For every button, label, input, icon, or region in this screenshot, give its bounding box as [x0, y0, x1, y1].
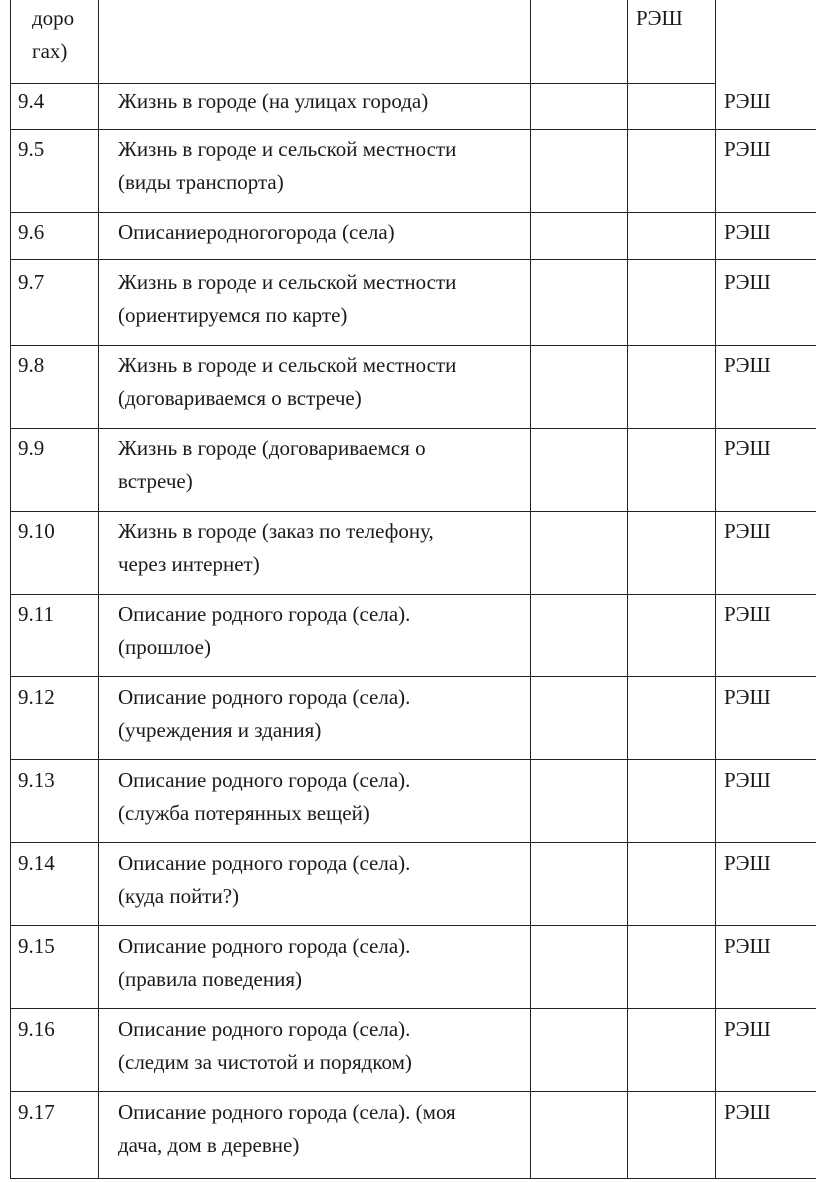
- row-topic-line1: Жизнь в городе (договариваемся о: [118, 436, 426, 460]
- row-number: 9.6: [18, 220, 45, 244]
- row-number: 9.11: [18, 602, 54, 626]
- row-topic-line2: (договариваемся о встрече): [118, 386, 362, 410]
- row-number: 9.17: [18, 1100, 55, 1124]
- row-topic-line1: Описание родного города (села).: [118, 602, 411, 626]
- row-topic-line1: Описание родного города (села).: [118, 851, 411, 875]
- row-border: [10, 842, 816, 843]
- column-border: [627, 0, 628, 1179]
- row-resource: РЭШ: [724, 602, 771, 626]
- row-border: [10, 925, 816, 926]
- row-topic-line2: дача, дом в деревне): [118, 1133, 300, 1157]
- row-border: [10, 428, 816, 429]
- row-topic-line1: Жизнь в городе и сельской местности: [118, 270, 457, 294]
- row-topic-line2: (следим за чистотой и порядком): [118, 1050, 412, 1074]
- row-topic-line2: (куда пойти?): [118, 884, 240, 908]
- row-number: 9.13: [18, 768, 55, 792]
- row-number: 9.9: [18, 436, 45, 460]
- row-resource: РЭШ: [724, 851, 771, 875]
- header-col1-line2: гах): [32, 39, 68, 63]
- column-border: [10, 0, 11, 1179]
- row-topic-line2: (прошлое): [118, 635, 211, 659]
- row-resource: РЭШ: [724, 220, 771, 244]
- row-topic-line2: (учреждения и здания): [118, 718, 322, 742]
- row-topic-line1: Описание родного города (села).: [118, 1017, 411, 1041]
- row-topic-line1: Описание родного города (села).: [118, 768, 411, 792]
- row-topic-line2: (служба потерянных вещей): [118, 801, 370, 825]
- column-border: [715, 0, 716, 1179]
- row-topic-line1: Жизнь в городе и сельской местности: [118, 353, 457, 377]
- row-border: [10, 1178, 816, 1179]
- row-number: 9.7: [18, 270, 45, 294]
- row-topic-line2: встрече): [118, 469, 193, 493]
- row-border: [10, 83, 716, 84]
- row-resource: РЭШ: [724, 1100, 771, 1124]
- row-border: [10, 129, 816, 130]
- row-border: [10, 676, 816, 677]
- row-border: [10, 1091, 816, 1092]
- row-resource: РЭШ: [724, 89, 771, 113]
- row-number: 9.5: [18, 137, 45, 161]
- row-border: [10, 212, 816, 213]
- column-border: [98, 0, 99, 1179]
- row-topic-line2: (правила поведения): [118, 967, 302, 991]
- row-resource: РЭШ: [724, 685, 771, 709]
- row-number: 9.8: [18, 353, 45, 377]
- row-topic-line1: Жизнь в городе и сельской местности: [118, 137, 457, 161]
- row-resource: РЭШ: [724, 519, 771, 543]
- row-topic-line1: Жизнь в городе (на улицах города): [118, 89, 429, 113]
- row-number: 9.12: [18, 685, 55, 709]
- row-resource: РЭШ: [724, 1017, 771, 1041]
- row-resource: РЭШ: [724, 137, 771, 161]
- row-number: 9.15: [18, 934, 55, 958]
- row-topic-line1: Описание родного города (села). (моя: [118, 1100, 456, 1124]
- row-border: [10, 1008, 816, 1009]
- column-border: [530, 0, 531, 1179]
- row-resource: РЭШ: [724, 270, 771, 294]
- row-border: [10, 259, 816, 260]
- header-col1-line1: доро: [32, 6, 75, 30]
- row-resource: РЭШ: [724, 768, 771, 792]
- row-topic-line1: Описание родного города (села).: [118, 685, 411, 709]
- row-topic-line2: (виды транспорта): [118, 170, 284, 194]
- row-topic-line2: через интернет): [118, 552, 260, 576]
- row-topic-line2: (ориентируемся по карте): [118, 303, 348, 327]
- row-number: 9.4: [18, 89, 45, 113]
- row-topic-line1: Описаниеродногогорода (села): [118, 220, 395, 244]
- row-border: [10, 594, 816, 595]
- row-number: 9.16: [18, 1017, 55, 1041]
- row-topic-line1: Описание родного города (села).: [118, 934, 411, 958]
- row-resource: РЭШ: [724, 353, 771, 377]
- row-border: [10, 511, 816, 512]
- row-resource: РЭШ: [724, 934, 771, 958]
- row-border: [10, 345, 816, 346]
- row-number: 9.10: [18, 519, 55, 543]
- row-border: [10, 759, 816, 760]
- row-resource: РЭШ: [724, 436, 771, 460]
- row-number: 9.14: [18, 851, 55, 875]
- row-topic-line1: Жизнь в городе (заказ по телефону,: [118, 519, 434, 543]
- header-col4-resource: РЭШ: [636, 6, 683, 30]
